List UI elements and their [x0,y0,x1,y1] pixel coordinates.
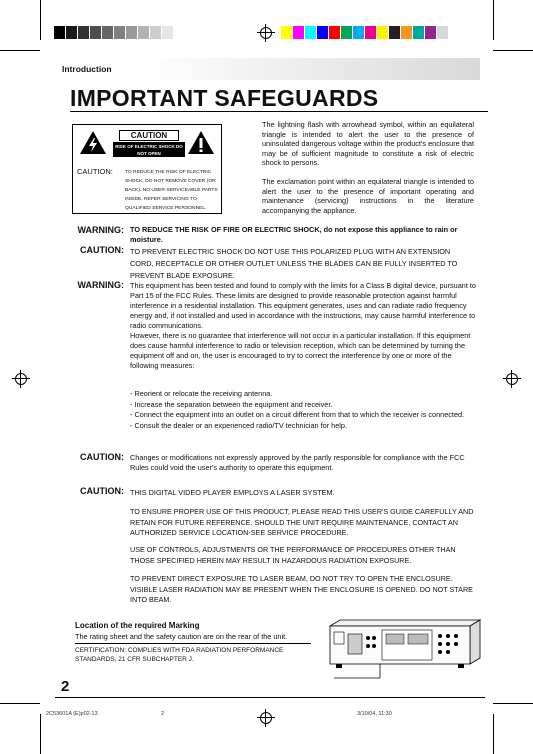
color-swatch [54,26,65,39]
interference-measures-list [130,389,475,431]
color-swatch [150,26,161,39]
page-title: IMPORTANT SAFEGUARDS [70,85,379,111]
caution-inner-label: CAUTION: [77,167,113,176]
footer-filename: 2C53601A (E)p02-13 [46,711,98,717]
footer-divider [55,697,485,698]
crop-mark [0,50,40,51]
color-swatch [353,26,364,39]
color-swatch [90,26,101,39]
crop-mark [0,703,40,704]
exclamation-triangle-icon [187,130,215,155]
page-number: 2 [61,678,70,695]
caution-laser-text: THIS DIGITAL VIDEO PLAYER EMPLOYS A LASER SYSTEM. [130,488,335,497]
color-swatch [377,26,388,39]
color-swatch [114,26,125,39]
header-band [54,58,480,80]
laser-paragraph: TO PREVENT DIRECT EXPOSURE TO LASER BEAM, DO NOT TRY TO OPEN THE ENCLOSURE. VISIBLE LASER RADIATION MAY BE PRESENT WHEN THE ENCLOSURE IS OPENED. DO NOT STARE INTO BEAM. [130,574,473,604]
caution-plug-text: TO PREVENT ELECTRIC SHOCK DO NOT USE THIS POLARIZED PLUG WITH AN EXTENSION CORD, RECEPTACLE OR OTHER OUTLET UNLESS THE BLADES CAN BE FULLY INSERTED TO PREVENT BLADE EXPOSURE. [130,247,458,280]
color-swatch [317,26,328,39]
color-swatch [66,26,77,39]
color-swatch [293,26,304,39]
caution-heading: CAUTION [119,130,179,141]
color-swatch [449,26,460,39]
color-swatch [329,26,340,39]
crop-mark [493,50,533,51]
color-swatch [365,26,376,39]
footer-page: 2 [161,711,165,717]
color-swatch [425,26,436,39]
crop-mark [40,714,41,754]
color-swatch [413,26,424,39]
crop-mark [40,0,41,40]
color-swatch [162,26,173,39]
color-swatch [389,26,400,39]
fcc-warning-text [130,281,478,371]
section-label: Introduction [62,64,112,74]
caution-label-text: CAUTION: [80,245,124,255]
caution-label [72,124,222,214]
location-divider [75,643,311,644]
grayscale-colorbar [54,26,174,39]
list-item: - Connect the equipment into an outlet on a circuit different from that to which the receiver is connected. [130,410,465,419]
color-swatch [341,26,352,39]
list-item: - Reorient or relocate the receiving antenna. [130,389,273,398]
device-rear-illustration [320,618,482,682]
footer-date: 3/10/04, 11:30 [357,711,392,717]
color-swatch [138,26,149,39]
fcc-paragraph: This equipment has been tested and found to comply with the limits for a Class B digital device, pursuant to Part 15 of the FCC Rules. These limits are designed to provide reasonable protection against harmful interference in a residential installation. This equipment generates, uses and can radiate radio frequency energy and, if not installed and used in accordance with the instructions, may cause harmful interference to radio communications. [130,281,476,330]
registration-mark-right [503,370,521,388]
color-colorbar [281,26,461,39]
color-swatch [78,26,89,39]
warning-fire-text: TO REDUCE THE RISK OF FIRE OR ELECTRIC SHOCK, do not expose this appliance to rain or moisture. [130,225,458,244]
caution-inner-text: TO REDUCE THE RISK OF ELECTRIC SHOCK, DO NOT REMOVE COVER (OR BACK). NO USER-SERVICEABLE PARTS INSIDE. REFER SERVICING TO QUALIFIED SERVICE PERSONNEL. [125,170,218,211]
title-divider [70,111,488,112]
color-swatch [102,26,113,39]
color-swatch [305,26,316,39]
color-swatch [281,26,292,39]
warning-label: WARNING: [77,280,124,290]
color-swatch [126,26,137,39]
caution-label-text: CAUTION: [80,486,124,496]
caution-banner: RISK OF ELECTRIC SHOCK DO NOT OPEN [113,142,185,157]
exclamation-symbol-explanation: The exclamation point within an equilateral triangle is intended to alert the user to the presence of important operating and maintenance (servicing) instructions in the literature accompanying the appliance. [262,177,474,215]
lightning-triangle-icon [79,130,107,155]
registration-mark-bottom [257,709,275,727]
crop-mark [493,714,494,754]
caution-modifications-text: Changes or modifications not expressly approved by the partly responsible for compliance with the FCC Rules could void the user's authority to operate this equipment. [130,453,465,472]
registration-mark-left [12,370,30,388]
crop-mark [493,0,494,40]
lightning-symbol-explanation: The lightning flash with arrowhead symbol, within an equilateral triangle is intended to alert the user to the presence of uninsulated dangerous voltage within the product's enclosure that may be of sufficient magnitude to constitute a risk of electric shock to persons. [262,120,474,168]
location-text: The rating sheet and the safety caution are on the rear of the unit. [75,632,288,641]
certification-text: CERTIFICATION: COMPLIES WITH FDA RADIATION PERFORMANCE STANDARDS, 21 CFR SUBCHAPTER J. [75,647,284,663]
registration-mark-top [257,24,275,42]
fcc-paragraph: However, there is no guarantee that interference will not occur in a particular installation. If this equipment does cause harmful interference to radio or television reception, which can be determined by turning the equipment off and on, the user is encouraged to try to correct the interference by one or more of the following measures: [130,331,471,370]
color-swatch [437,26,448,39]
laser-paragraph: USE OF CONTROLS, ADJUSTMENTS OR THE PERFORMANCE OF PROCEDURES OTHER THAN THOSE SPECIFIED HEREIN MAY RESULT IN HAZARDOUS RADIATION EXPOSURE. [130,545,456,565]
laser-paragraph: TO ENSURE PROPER USE OF THIS PRODUCT, PLEASE READ THIS USER'S GUIDE CAREFULLY AND RETAIN FOR FUTURE REFERENCE. SHOULD THE UNIT REQUIRE MAINTENANCE, CONTACT AN AUTHORIZED SERVICE LOCATION-SEE SERVICE PROCEDURE. [130,507,474,537]
location-title: Location of the required Marking [75,621,200,630]
color-swatch [401,26,412,39]
caution-label-text: CAUTION: [80,452,124,462]
list-item: - Increase the separation between the equipment and receiver. [130,399,333,409]
list-item: - Consult the dealer or an experienced radio/TV technician for help. [130,420,348,430]
crop-mark [493,703,533,704]
warning-label: WARNING: [77,225,124,235]
